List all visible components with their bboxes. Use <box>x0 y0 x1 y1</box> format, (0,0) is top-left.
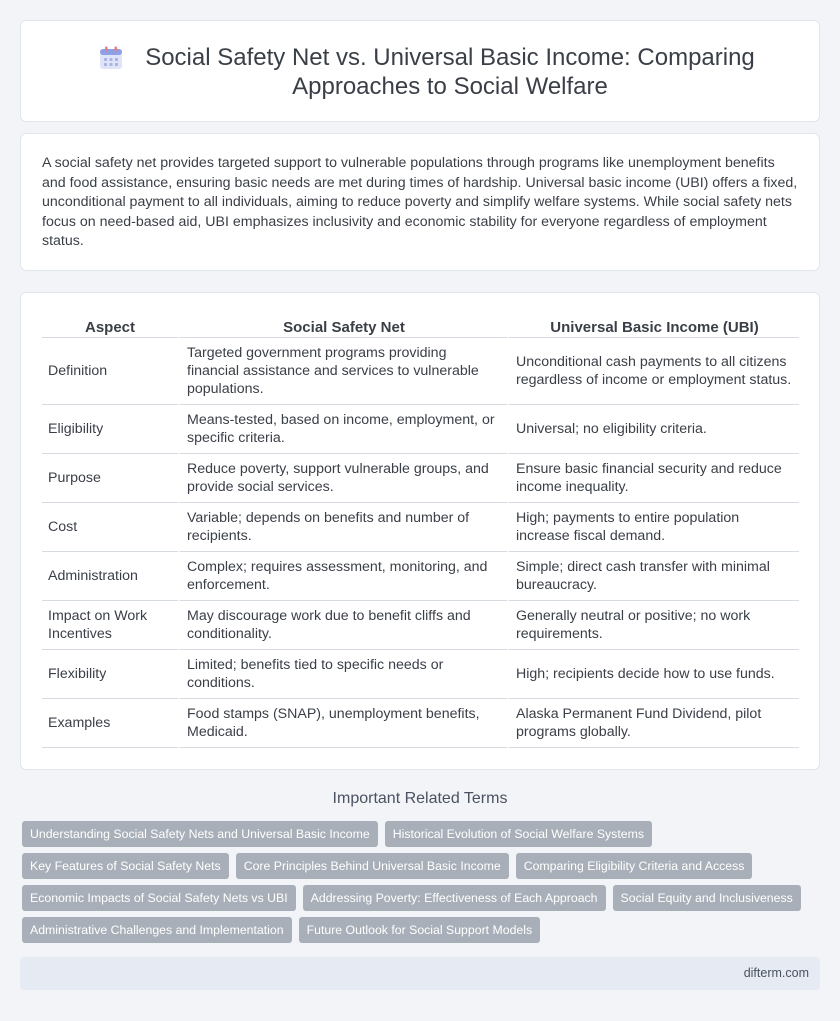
row-ubi: Ensure basic financial security and reduce income inequality. <box>507 454 799 503</box>
row-aspect: Purpose <box>42 454 178 503</box>
row-social-safety-net: May discourage work due to benefit cliffs and conditionality. <box>178 601 507 650</box>
table-row <box>42 650 799 699</box>
title-card <box>20 20 820 122</box>
related-term-tag[interactable]: Historical Evolution of Social Welfare Systems <box>385 821 652 847</box>
row-ubi: Universal; no eligibility criteria. <box>507 405 799 454</box>
row-aspect: Eligibility <box>42 405 178 454</box>
column-header-social-safety-net: Social Safety Net <box>178 315 507 338</box>
column-header-ubi: Universal Basic Income (UBI) <box>507 315 799 338</box>
table-header-row <box>42 315 799 338</box>
row-social-safety-net: Means-tested, based on income, employment, or specific criteria. <box>178 405 507 454</box>
row-ubi: High; recipients decide how to use funds. <box>507 650 799 699</box>
related-term-tag[interactable]: Social Equity and Inclusiveness <box>613 885 801 911</box>
comparison-table-card <box>20 292 820 770</box>
tag-row <box>22 885 812 917</box>
related-term-tag[interactable]: Economic Impacts of Social Safety Nets vs UBI <box>22 885 296 911</box>
table-row <box>42 503 799 552</box>
comparison-table <box>42 315 799 748</box>
table-row <box>42 601 799 650</box>
table-row <box>42 454 799 503</box>
row-aspect: Impact on Work Incentives <box>42 601 178 650</box>
related-terms-heading: Important Related Terms <box>332 790 508 807</box>
related-term-tag[interactable]: Future Outlook for Social Support Models <box>299 917 541 943</box>
related-term-tag[interactable]: Key Features of Social Safety Nets <box>22 853 229 879</box>
tag-row <box>22 917 812 949</box>
row-aspect: Flexibility <box>42 650 178 699</box>
row-social-safety-net: Complex; requires assessment, monitoring, and enforcement. <box>178 552 507 601</box>
row-ubi: Unconditional cash payments to all citizens regardless of income or employment status. <box>507 338 799 405</box>
related-term-tag[interactable]: Understanding Social Safety Nets and Universal Basic Income <box>22 821 378 847</box>
related-terms-list <box>22 821 812 949</box>
row-aspect: Definition <box>42 338 178 405</box>
related-term-tag[interactable]: Addressing Poverty: Effectiveness of Each Approach <box>303 885 606 911</box>
table-row <box>42 699 799 748</box>
page-title: Social Safety Net vs. Universal Basic Income: Comparing Approaches to Social Welfare <box>145 44 755 100</box>
row-ubi: Simple; direct cash transfer with minimal bureaucracy. <box>507 552 799 601</box>
row-social-safety-net: Food stamps (SNAP), unemployment benefits, Medicaid. <box>178 699 507 748</box>
intro-paragraph: A social safety net provides targeted support to vulnerable populations through programs like unemployment benefits and food assistance, ensuring basic needs are met during times of hardship. Universal basic income (UBI) offers a fixed, unconditional payment to all individuals, aiming to reduce poverty and simplify welfare systems. While social safety nets focus on need-based aid, UBI emphasizes inclusivity and economic stability for everyone regardless of employment status. <box>42 155 798 250</box>
column-header-aspect: Aspect <box>42 315 178 338</box>
row-aspect: Examples <box>42 699 178 748</box>
related-term-tag[interactable]: Core Principles Behind Universal Basic Income <box>236 853 509 879</box>
table-row <box>42 552 799 601</box>
tag-row <box>22 821 812 853</box>
table-row <box>42 405 799 454</box>
row-social-safety-net: Variable; depends on benefits and number of recipients. <box>178 503 507 552</box>
footer <box>20 957 820 990</box>
intro-card <box>20 133 820 271</box>
row-ubi: Alaska Permanent Fund Dividend, pilot programs globally. <box>507 699 799 748</box>
row-ubi: Generally neutral or positive; no work requirements. <box>507 601 799 650</box>
table-row <box>42 338 799 405</box>
row-ubi: High; payments to entire population increase fiscal demand. <box>507 503 799 552</box>
tag-row <box>22 853 812 885</box>
related-term-tag[interactable]: Administrative Challenges and Implementation <box>22 917 292 943</box>
related-term-tag[interactable]: Comparing Eligibility Criteria and Access <box>516 853 753 879</box>
footer-brand[interactable]: difterm.com <box>743 966 809 980</box>
row-social-safety-net: Limited; benefits tied to specific needs or conditions. <box>178 650 507 699</box>
row-social-safety-net: Targeted government programs providing financial assistance and services to vulnerable populations. <box>178 338 507 405</box>
row-aspect: Cost <box>42 503 178 552</box>
row-aspect: Administration <box>42 552 178 601</box>
row-social-safety-net: Reduce poverty, support vulnerable groups, and provide social services. <box>178 454 507 503</box>
